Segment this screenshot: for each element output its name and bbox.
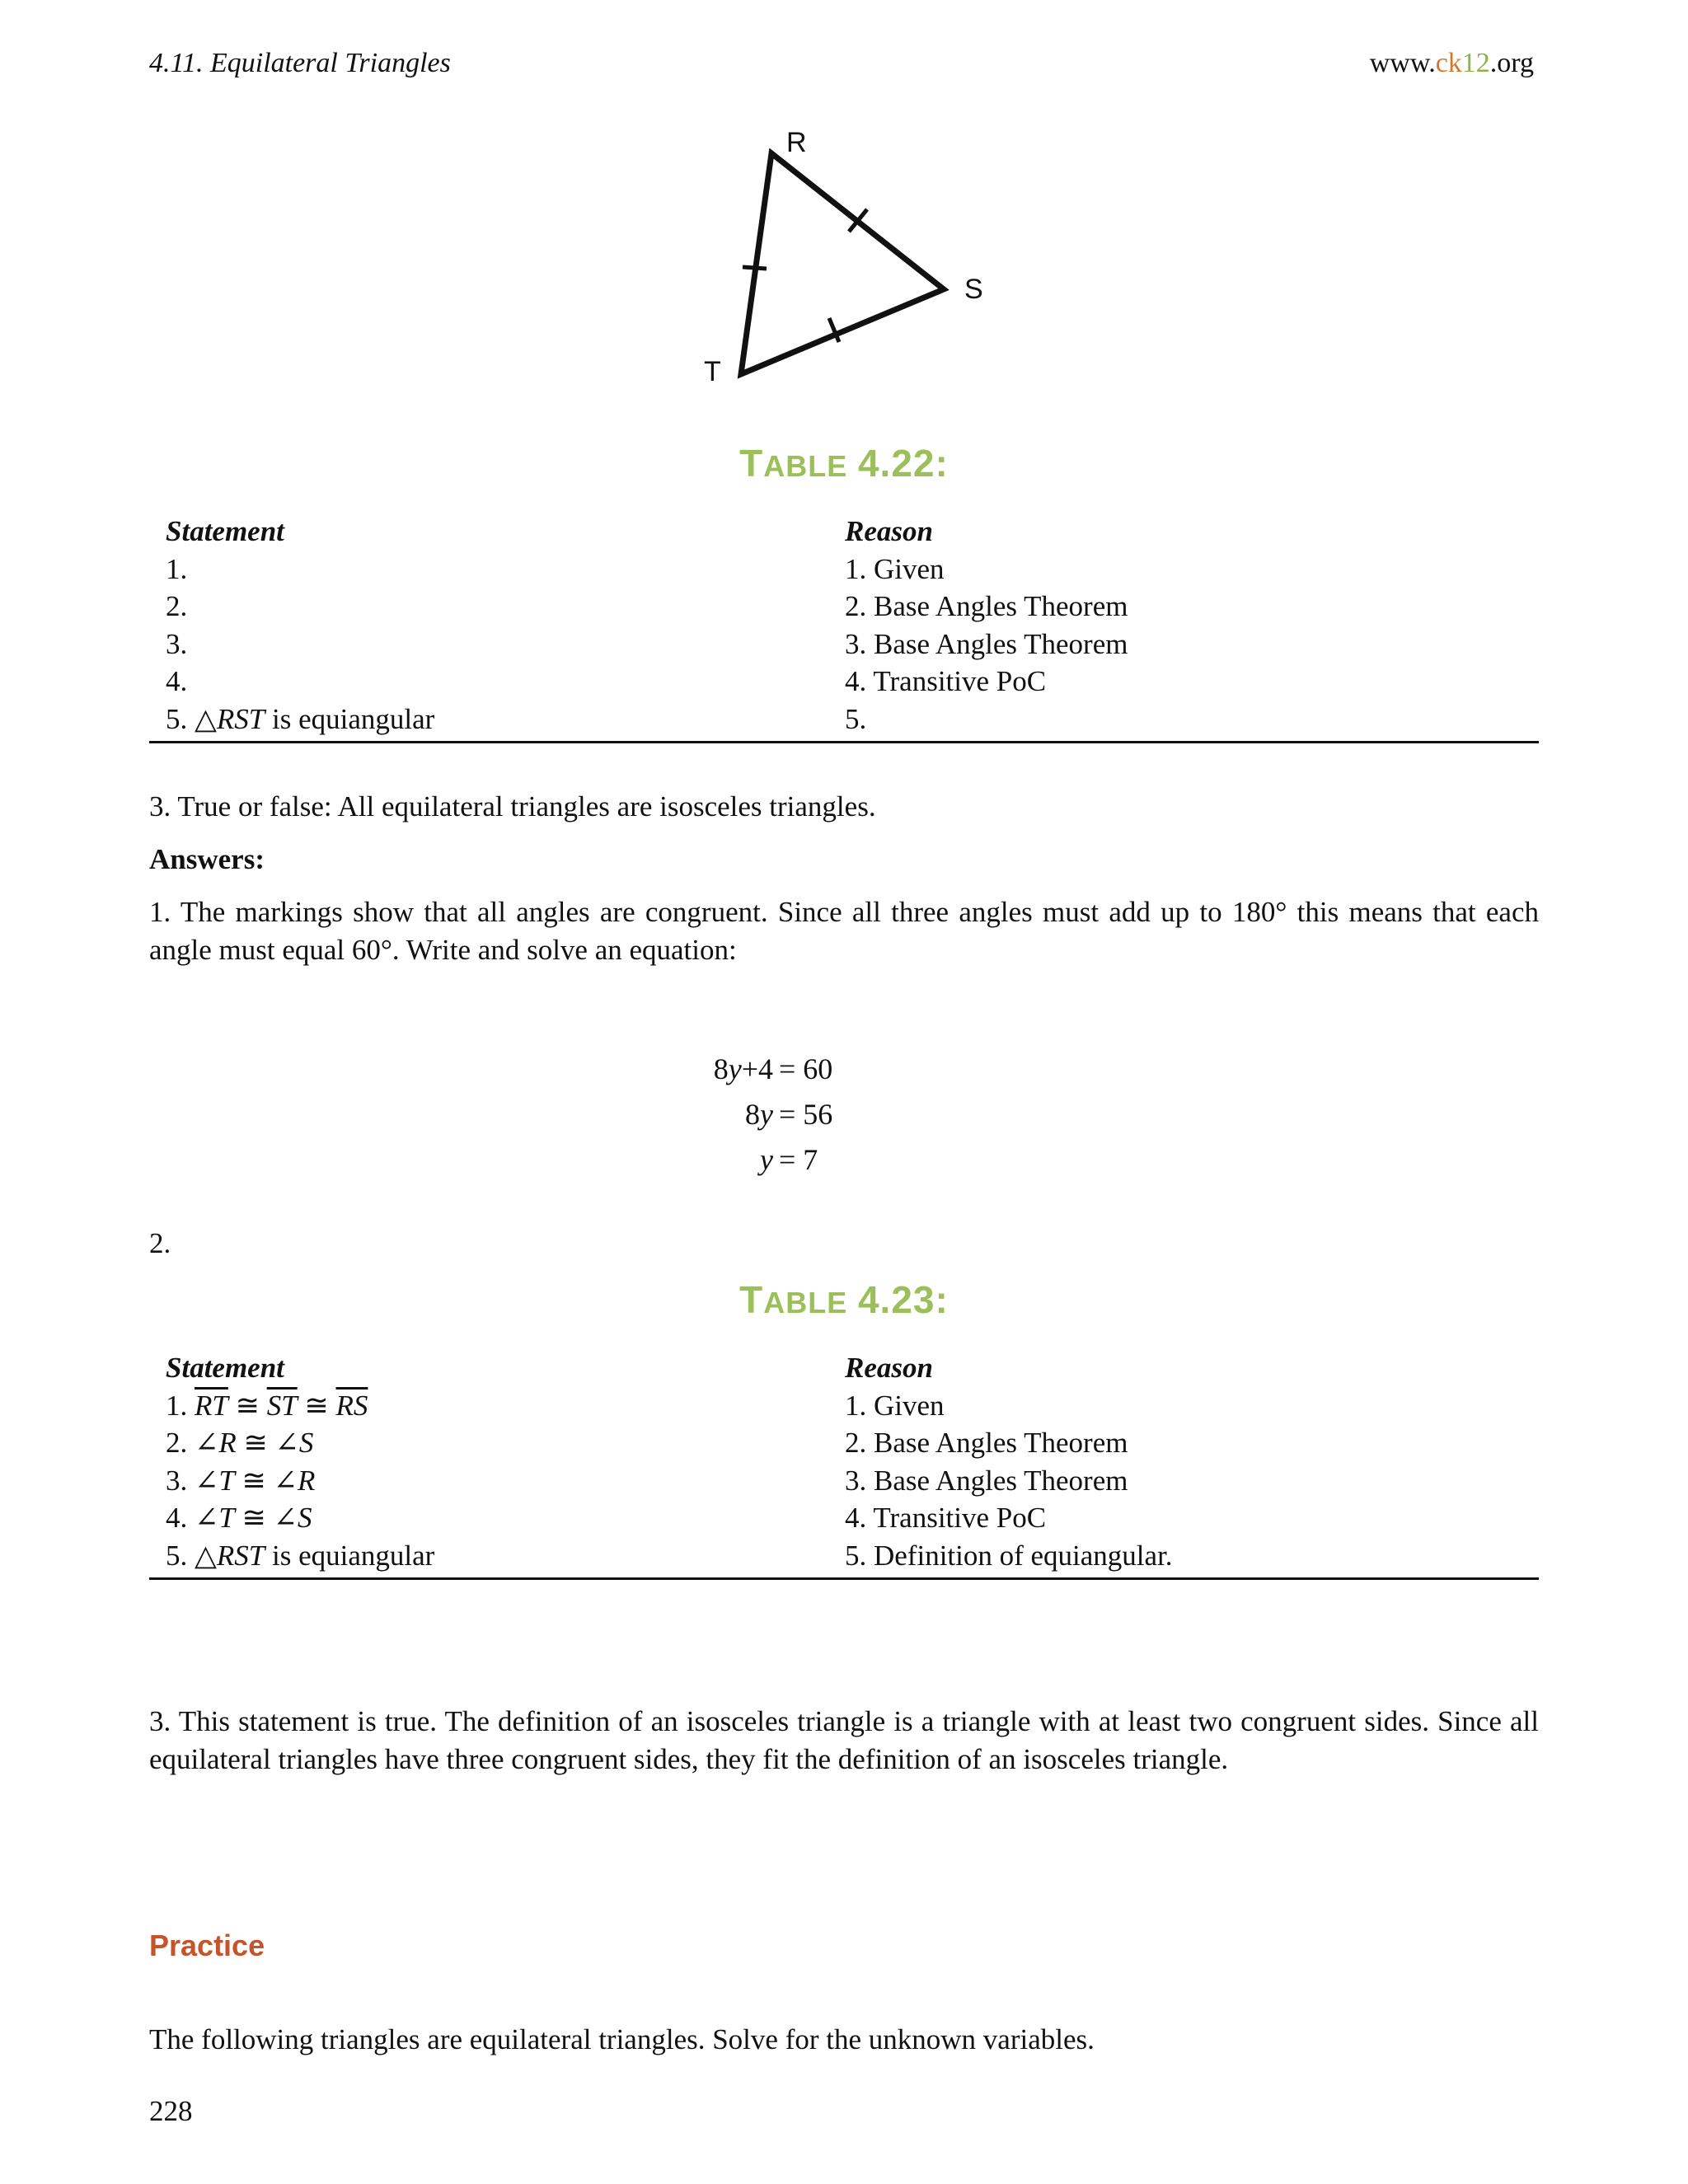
answer-3-paragraph: 3. This statement is true. The definition of an isosceles triangle is a triangle with at least two congruent sides. Since all equilateral triangles have three congruent sides, they fit the definition of an isosceles triangle. — [149, 1705, 1539, 1775]
running-header-section: 4.11. Equilateral Triangles — [149, 48, 451, 78]
reason-header: Reason — [845, 515, 933, 547]
table-4-22 — [149, 513, 1539, 743]
running-header-url[interactable]: www.ck12.org — [1369, 48, 1534, 78]
vertex-label-r: R — [786, 127, 807, 158]
practice-heading: Practice — [149, 1929, 265, 1962]
table-4-23-caption: TABLE 4.23: — [739, 1278, 949, 1321]
table-bottom-rule — [149, 741, 1539, 743]
tick-mark-rt — [743, 267, 767, 269]
answers-heading: Answers: — [149, 843, 265, 875]
statement-header: Statement — [166, 1352, 284, 1384]
vertex-label-s: S — [964, 274, 983, 305]
equation-line-1-lhs: 8y+4 — [713, 1052, 773, 1085]
table-row: 4. ∠T ≅ ∠S 4. Transitive PoC — [166, 1502, 1047, 1534]
table-row: 2. ∠R ≅ ∠S 2. Base Angles Theorem — [166, 1427, 1128, 1459]
practice-instructions: The following triangles are equilateral triangles. Solve for the unknown variables. — [149, 2023, 1095, 2055]
table-row: 2. 2. Base Angles Theorem — [166, 590, 1128, 622]
table-4-23 — [149, 1349, 1539, 1580]
table-row: 1. $\overline{RT}$ ≅ $\overline{ST}$ ≅ $\overline{RS}$ 1. Given — [166, 1389, 945, 1422]
answer-1-paragraph: 1. The markings show that all angles are congruent. Since all three angles must add up to 180° this means that each angle must equal 60°. Write and solve an equation: — [149, 896, 1539, 966]
table-header-row — [149, 513, 1539, 551]
table-bottom-rule — [149, 1577, 1539, 1580]
vertex-label-t: T — [704, 356, 721, 387]
statement-header: Statement — [166, 515, 284, 547]
answer-2-label: 2. — [149, 1227, 171, 1259]
table-row: 3. 3. Base Angles Theorem — [166, 627, 1128, 660]
question-3: 3. True or false: All equilateral triangles are isosceles triangles. — [149, 790, 876, 823]
page-number: 228 — [149, 2095, 193, 2127]
table-row: 3. ∠T ≅ ∠R 3. Base Angles Theorem — [166, 1464, 1128, 1497]
equation-line-3-lhs: y — [760, 1143, 773, 1176]
table-row: 1. 1. Given — [166, 552, 945, 585]
equation-line-1-rhs: = 60 — [779, 1052, 833, 1085]
table-row: 5. △RST is equiangular 5. — [166, 702, 867, 735]
table-header-row — [149, 1349, 1539, 1387]
equation-line-3-rhs: = 7 — [779, 1143, 818, 1176]
equation-line-2-lhs: 8y — [745, 1098, 773, 1131]
reason-header: Reason — [845, 1352, 933, 1384]
table-row: 5. △RST is equiangular 5. Definition of equiangular. — [166, 1539, 1173, 1572]
equation-line-2-rhs: = 56 — [779, 1098, 833, 1131]
triangle-rst-figure — [692, 124, 1006, 396]
table-row: 4. 4. Transitive PoC — [166, 665, 1047, 697]
table-4-22-caption: TABLE 4.22: — [739, 442, 949, 485]
